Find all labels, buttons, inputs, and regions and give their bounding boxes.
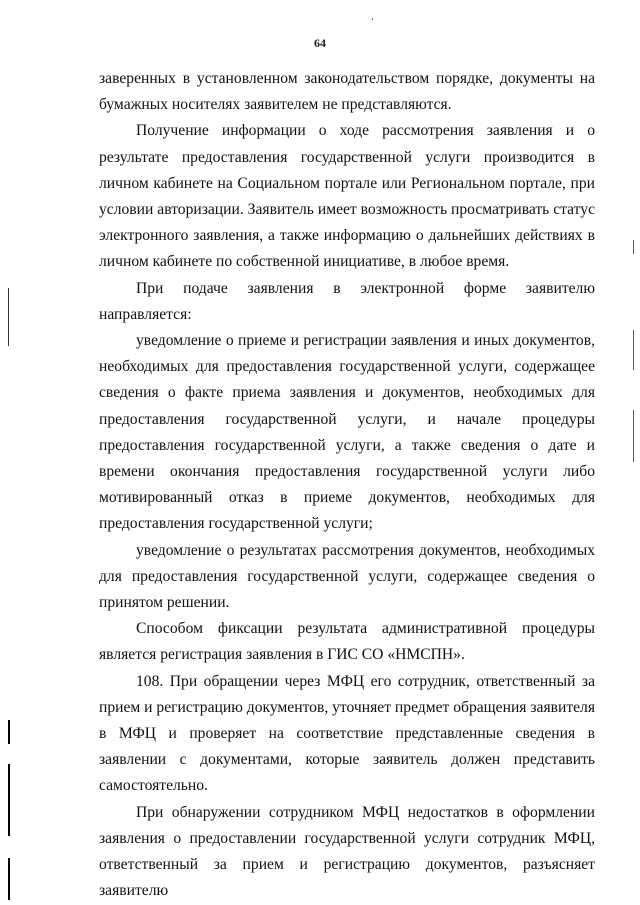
paragraph: уведомление о результатах рассмотрения документов, необходимых для предоставления государственной услуги, содержащее сведения о принятом решении. [99,541,595,612]
paragraph: При подаче заявления в электронной форме заявителю направляется: [99,279,595,323]
paragraph: Способом фиксации результата административной процедуры является регистрация заявления в ГИС СО «НМСПН». [99,620,595,664]
scan-artifact [8,288,9,346]
scan-artifact [372,18,373,20]
scan-artifact [8,720,10,744]
scan-artifact [633,240,634,254]
scan-artifact [633,330,634,370]
paragraph: При обнаружении сотрудником МФЦ недостатков в оформлении заявления о предоставлении государственной услуги сотрудник МФЦ, ответственный за прием и регистрацию документов, разъясняет заявителю [99,803,595,900]
page-number: 64 [314,36,326,50]
scan-artifact [633,410,634,462]
paragraph: 108. При обращении через МФЦ его сотрудник, ответственный за прием и регистрацию документов, уточняет предмет обращения заявителя в МФЦ и проверяет на соответствие представленные сведения в заявлении с документами, которые заявитель должен представить самостоятельно. [99,672,596,795]
scan-artifact [8,858,10,900]
paragraph: уведомление о приеме и регистрации заявления и иных документов, необходимых для предоставления государственной услуги, содержащее сведения о факте приема заявления и документов, необходимых для предоставления государственной услуги, и начале процедуры предоставления государственной услуги, а также сведения о дате и времени окончания предоставления государственной услуги либо мотивированный отказ в приеме документов, необходимых для предоставления государственной услуги; [99,332,595,533]
body-text [99,66,595,905]
paragraph: заверенных в установленном законодательством порядке, документы на бумажных носителях заявителем не представляются. [99,70,595,114]
scan-artifact [8,764,10,836]
paragraph: Получение информации о ходе рассмотрения заявления и о результате предоставления государственной услуги производится в личном кабинете на Социальном портале или Региональном портале, при условии авторизации. Заявитель имеет возможность просматривать статус электронного заявления, а также информацию о дальнейших действиях в личном кабинете по собственной инициативе, в любое время. [99,122,595,271]
